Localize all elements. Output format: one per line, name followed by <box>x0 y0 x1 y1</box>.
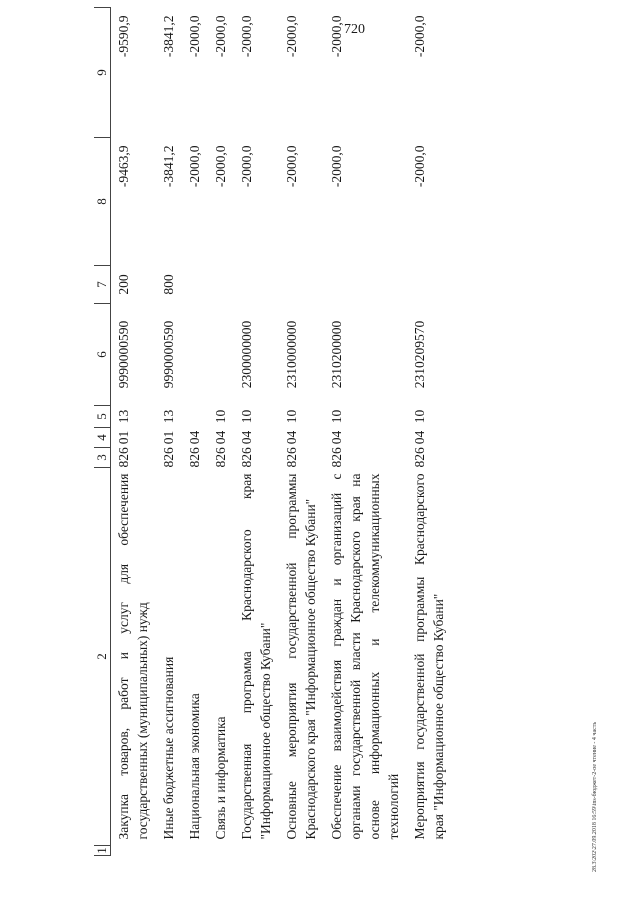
cell-col6: 2300000000 <box>239 320 254 389</box>
cell-col5: 10 <box>213 409 228 424</box>
cell-col6: 2310000000 <box>284 320 299 389</box>
cell-col6 <box>208 304 234 406</box>
cell-col8: -2000,0 <box>239 145 254 188</box>
cell-col7 <box>234 266 279 304</box>
column-header: 8 <box>94 138 111 266</box>
cell-col5: 13 <box>116 409 131 424</box>
cell-col4: 04 <box>329 430 344 445</box>
cell-col5: 10 <box>239 409 254 424</box>
cell-col7: 800 <box>161 274 176 295</box>
column-header: 3 <box>94 448 111 468</box>
cell-col6: 9990000590 <box>161 320 176 389</box>
cell-col6: 9990000590 <box>116 320 131 389</box>
cell-col3: 826 <box>284 447 299 468</box>
cell-col7 <box>279 266 324 304</box>
cell-col8: -2000,0 <box>213 145 228 188</box>
cell-col9: -2000,0 <box>239 15 254 58</box>
cell-col5: 10 <box>284 409 299 424</box>
cell-col5: 13 <box>161 409 176 424</box>
cell-col5 <box>182 406 208 428</box>
row-name: Закупка товаров, работ и услуг для обеспечения государственных (муниципальных) нужд <box>116 473 150 840</box>
column-header: 1 <box>94 847 109 854</box>
table-row <box>182 8 208 856</box>
cell-col4: 04 <box>239 430 254 445</box>
budget-table-rotated <box>94 8 594 856</box>
table-row <box>279 8 324 856</box>
table-row <box>324 8 407 856</box>
cell-col6: 2310200000 <box>329 320 344 389</box>
page-number: 720 <box>344 22 365 37</box>
column-header: 4 <box>94 428 111 448</box>
cell-col8: -2000,0 <box>284 145 299 188</box>
cell-col4: 04 <box>412 430 427 445</box>
cell-col3: 826 <box>161 447 176 468</box>
cell-col4: 04 <box>187 430 202 445</box>
cell-col9: -2000,0 <box>284 15 299 58</box>
cell-col9: -2000,0 <box>412 15 427 58</box>
cell-col7 <box>324 266 407 304</box>
cell-col4: 01 <box>161 430 176 445</box>
table-row <box>111 8 157 856</box>
column-header: 7 <box>94 266 111 304</box>
column-header: 9 <box>94 8 111 138</box>
cell-col8: -9463,9 <box>116 145 131 188</box>
row-name: Основные мероприятия государственной программы Краснодарского края "Информационное общество Кубани" <box>284 473 318 840</box>
table-row <box>208 8 234 856</box>
document-footer: 28.3\202\27.09.2018 16:59\ins-бюджет-2-ое чтение - 4 часть <box>592 721 598 872</box>
cell-col9: -9590,9 <box>116 15 131 58</box>
table-row <box>234 8 279 856</box>
cell-col7 <box>407 266 452 304</box>
row-name: Связь и информатика <box>213 716 228 840</box>
cell-col9: -2000,0 <box>187 15 202 58</box>
cell-col8: -3841,2 <box>161 145 176 188</box>
cell-col8: -2000,0 <box>187 145 202 188</box>
row-name: Государственная программа Краснодарского края "Информационное общество Кубани" <box>239 473 273 840</box>
cell-col7: 200 <box>116 274 131 295</box>
row-name: Национальная экономика <box>187 693 202 840</box>
table-row <box>156 8 182 856</box>
row-name: Иные бюджетные ассигнования <box>161 656 176 840</box>
cell-col9: -3841,2 <box>161 15 176 58</box>
cell-col6: 2310209570 <box>412 320 427 389</box>
cell-col9: -2000,0 <box>213 15 228 58</box>
cell-col8: -2000,0 <box>329 145 344 188</box>
cell-col4: 04 <box>284 430 299 445</box>
cell-col3: 826 <box>329 447 344 468</box>
column-header: 5 <box>94 406 111 428</box>
cell-col5: 10 <box>329 409 344 424</box>
column-header: 2 <box>94 468 111 846</box>
column-header: 6 <box>94 304 111 406</box>
cell-col3: 826 <box>187 447 202 468</box>
cell-col8: -2000,0 <box>412 145 427 188</box>
cell-col3: 826 <box>412 447 427 468</box>
row-name: Обеспечение взаимодействия граждан и организаций с органами государственной власти Краснодарского края на основе информационных и телекоммуникационных технологий <box>329 473 401 840</box>
table-row <box>407 8 452 856</box>
cell-col4: 04 <box>213 430 228 445</box>
cell-col7 <box>208 266 234 304</box>
cell-col7 <box>182 266 208 304</box>
cell-col5: 10 <box>412 409 427 424</box>
row-name: Мероприятия государственной программы Краснодарского края "Информационное общество Кубани" <box>412 473 446 840</box>
cell-col3: 826 <box>213 447 228 468</box>
budget-table <box>94 7 452 856</box>
cell-col3: 826 <box>116 447 131 468</box>
cell-col3: 826 <box>239 447 254 468</box>
cell-col6 <box>182 304 208 406</box>
cell-col4: 01 <box>116 430 131 445</box>
cell-col9: -2000,0 <box>329 15 344 58</box>
header-row <box>94 8 111 856</box>
